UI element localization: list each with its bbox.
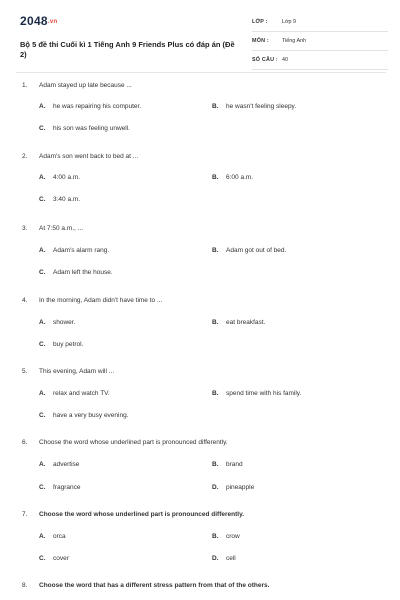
- option-letter: D.: [212, 555, 219, 562]
- question-text: Adam's son went back to bed at ...: [39, 153, 139, 160]
- option-letter: B.: [212, 174, 219, 181]
- option-text: orca: [53, 533, 66, 540]
- meta-row-subject: [252, 35, 388, 51]
- option-text: brand: [226, 461, 243, 468]
- site-logo[interactable]: [20, 14, 57, 28]
- option-letter: B.: [212, 461, 219, 468]
- option-b[interactable]: [212, 319, 265, 326]
- meta-row-class: [252, 16, 388, 32]
- meta-label-class: LỚP :: [252, 19, 268, 25]
- document-title: Bộ 5 đề thi Cuối kì 1 Tiếng Anh 9 Friends Plus có đáp án (Đề 2): [20, 40, 235, 59]
- option-letter: B.: [212, 103, 219, 110]
- question-number: 1.: [22, 82, 28, 89]
- option-c[interactable]: [39, 269, 113, 276]
- option-b[interactable]: [212, 103, 296, 110]
- option-letter: C.: [39, 125, 46, 132]
- option-letter: A.: [39, 103, 46, 110]
- meta-label-count: SỐ CÂU :: [252, 57, 278, 63]
- option-letter: B.: [212, 319, 219, 326]
- option-letter: A.: [39, 319, 46, 326]
- option-letter: C.: [39, 196, 46, 203]
- meta-row-count: [252, 54, 388, 70]
- option-letter: C.: [39, 555, 46, 562]
- option-letter: C.: [39, 484, 46, 491]
- question-text: In the morning, Adam didn't have time to ...: [39, 297, 163, 304]
- option-b[interactable]: [212, 247, 286, 254]
- option-c[interactable]: [39, 555, 69, 562]
- option-text: shower.: [53, 319, 76, 326]
- option-text: crow: [226, 533, 240, 540]
- option-text: pineapple: [226, 484, 255, 491]
- meta-value-class: Lớp 9: [282, 19, 297, 25]
- option-text: 4:00 a.m.: [53, 174, 81, 181]
- option-b[interactable]: [212, 390, 301, 397]
- option-text: 6:00 a.m.: [226, 174, 254, 181]
- option-b[interactable]: [212, 174, 253, 181]
- logo-main: 2048: [20, 14, 48, 28]
- option-a[interactable]: [39, 247, 109, 254]
- option-text: he wasn't feeling sleepy.: [226, 103, 297, 110]
- option-letter: C.: [39, 269, 46, 276]
- option-c[interactable]: [39, 341, 83, 348]
- question-text: Adam stayed up late because ...: [39, 82, 132, 89]
- option-b[interactable]: [212, 533, 240, 540]
- option-text: have a very busy evening.: [53, 412, 129, 419]
- option-c[interactable]: [39, 412, 129, 419]
- question-text: This evening, Adam will ...: [39, 368, 115, 375]
- option-text: Adam's alarm rang.: [53, 247, 110, 254]
- question-number: 6.: [22, 439, 28, 446]
- option-a[interactable]: [39, 319, 75, 326]
- option-d[interactable]: [212, 555, 236, 562]
- option-text: cover: [53, 555, 69, 562]
- question-number: 4.: [22, 297, 28, 304]
- option-letter: A.: [39, 461, 46, 468]
- option-c[interactable]: [39, 125, 130, 132]
- option-letter: A.: [39, 533, 46, 540]
- question-number: 2.: [22, 153, 28, 160]
- option-text: he was repairing his computer.: [53, 103, 142, 110]
- option-a[interactable]: [39, 390, 110, 397]
- option-text: eat breakfast.: [226, 319, 266, 326]
- option-d[interactable]: [212, 484, 254, 491]
- option-letter: B.: [212, 247, 219, 254]
- question-number: 7.: [22, 511, 28, 518]
- meta-value-count: 40: [282, 57, 288, 63]
- option-a[interactable]: [39, 533, 66, 540]
- option-text: spend time with his family.: [226, 390, 302, 397]
- option-a[interactable]: [39, 174, 80, 181]
- option-letter: D.: [212, 484, 219, 491]
- option-text: fragrance: [53, 484, 81, 491]
- option-letter: C.: [39, 341, 46, 348]
- option-letter: C.: [39, 412, 46, 419]
- option-letter: A.: [39, 390, 46, 397]
- logo-suffix: .vn: [47, 18, 58, 25]
- question-number: 3.: [22, 225, 28, 232]
- option-letter: B.: [212, 390, 219, 397]
- question-text: At 7:50 a.m., ...: [39, 225, 84, 232]
- question-number: 5.: [22, 368, 28, 375]
- option-c[interactable]: [39, 484, 80, 491]
- option-text: cell: [226, 555, 236, 562]
- option-letter: B.: [212, 533, 219, 540]
- document-meta: [252, 16, 388, 73]
- meta-label-subject: MÔN :: [252, 38, 269, 44]
- option-text: his son was feeling unwell.: [53, 125, 130, 132]
- option-a[interactable]: [39, 103, 141, 110]
- option-text: buy petrol.: [53, 341, 84, 348]
- option-text: 3:40 a.m.: [53, 196, 81, 203]
- option-letter: A.: [39, 247, 46, 254]
- option-text: relax and watch TV.: [53, 390, 110, 397]
- option-letter: A.: [39, 174, 46, 181]
- option-text: Adam left the house.: [53, 269, 113, 276]
- question-text: Choose the word whose underlined part is pronounced differently.: [39, 439, 228, 446]
- question-text: Choose the word that has a different stress pattern from that of the others.: [39, 582, 270, 589]
- option-c[interactable]: [39, 196, 80, 203]
- option-b[interactable]: [212, 461, 243, 468]
- option-text: Adam got out of bed.: [226, 247, 287, 254]
- option-text: advertise: [53, 461, 80, 468]
- option-a[interactable]: [39, 461, 79, 468]
- meta-value-subject: Tiếng Anh: [282, 38, 307, 44]
- question-number: 8.: [22, 582, 28, 589]
- document-header: [16, 10, 386, 73]
- question-text: Choose the word whose underlined part is pronounced differently.: [39, 511, 245, 518]
